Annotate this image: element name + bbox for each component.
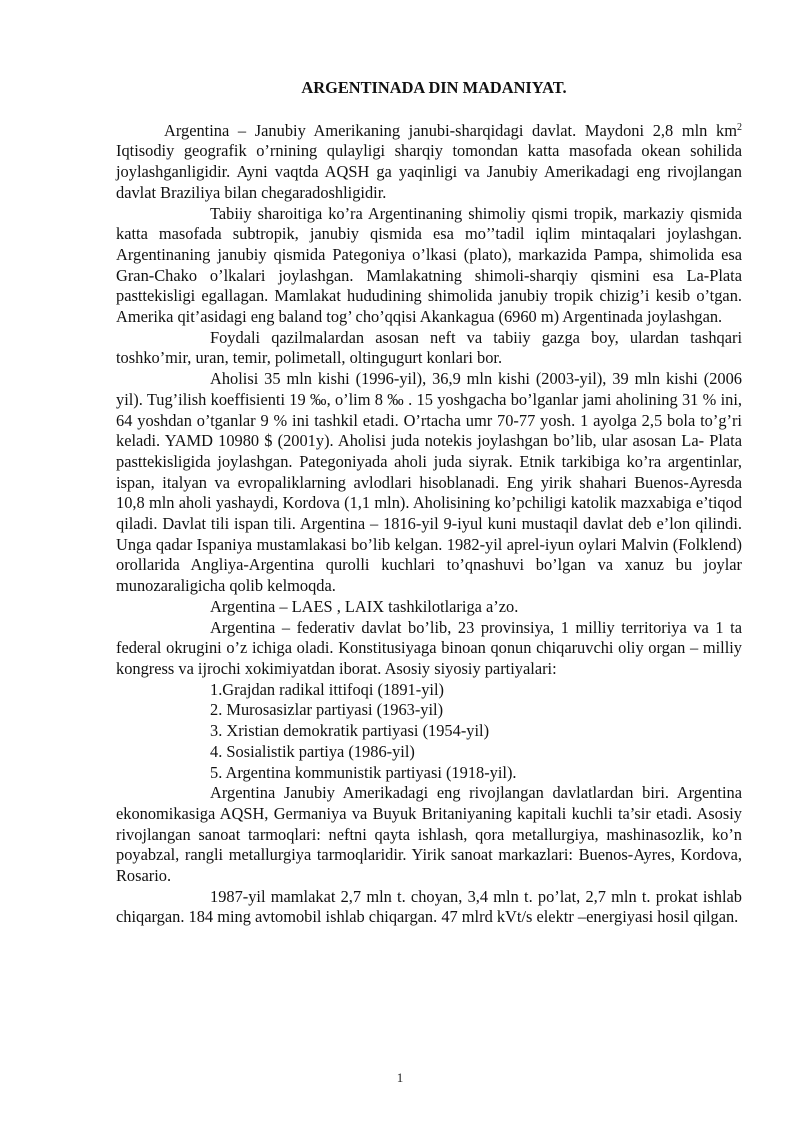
document-page xyxy=(116,78,742,928)
document-title: ARGENTINADA DIN MADANIYAT. xyxy=(301,78,567,97)
intro-text-cont: Iqtisodiy geografik o’rnining qulayligi sharqiy tomondan katta masofada okean sohilida joylashganligidir. Ayni vaqtda AQSH ga yaqinligi va Janubiy Amerikadagi eng rivojlangan davlat Braziliya bilan chegaradoshligidir. xyxy=(116,141,742,202)
party-list-item: 4. Sosialistik partiya (1986-yil) xyxy=(210,741,415,761)
paragraph-minerals: Foydali qazilmalardan asosan neft va tabiiy gazga boy, ulardan tashqari toshko’mir, uran, temir, polimetall, oltingugurt konlari bor. xyxy=(116,327,742,368)
party-list-item: 3. Xristian demokratik partiyasi (1954-yil) xyxy=(210,721,490,741)
paragraph-nature: Tabiiy sharoitiga ko’ra Argentinaning shimoliy qismi tropik, markaziy qismida katta masofada subtropik, janubiy qismida esa mo’’tadil iqlim mintaqalari joylashgan. Argentinaning janubiy qismida Pategoniya o’lkasi (plato), markazida Pampa, shimolida esa Gran-Chako o’lkalari joylashgan. Mamlakatning shimoli-sharqiy qismini esa La-Plata pasttekisligi egallagan. Mamlakat hududining shimolida janubiy tropik chizig’i kesib o’tgan. Amerika qit’asidagi eng baland tog’ cho’qqisi Akankagua (6960 m) Argentinada joylashgan. xyxy=(116,203,742,327)
paragraph-population: Aholisi 35 mln kishi (1996-yil), 36,9 mln kishi (2003-yil), 39 mln kishi (2006 yil). Tug’ilish koeffisienti 19 ‰, o’lim 8 ‰ . 15 yoshgacha bo’lganlar jami aholining 31 % ini, 64 yoshdan o’tganlar 9 % ini tashkil etadi. O’rtacha umr 70-77 yosh. 1 ayolga 2,5 bola to’g’ri keladi. YAMD 10980 $ (2001y). Aholisi juda notekis joylashgan bo’lib, ular asosan La- Plata pasttekisligida joylashgan. Pategoniyada aholi juda siyrak. Etnik tarkibiga ko’ra argentinlar, ispan, italyan va evropaliklarning avlodlari hisoblanadi. Eng yirik shahari Buenos-Ayresda 10,8 mln aholi yashaydi, Kordova (1,1 mln). Aholisining ko’pchiligi katolik mazxabiga e’tiqod qiladi. Davlat tili ispan tili. Argentina – 1816-yil 9-iyul kuni mustaqil davlat deb e’lon qilindi. Unga qadar Ispaniya mustamlakasi bo’lib kelgan. 1982-yil aprel-iyun oylari Malvin (Folklend) orollarida Angliya-Argentina qurolli kuchlari to’qnashuvi bo’lgan va xanuz bu joylar munozaraligicha qolib kelmoqda. xyxy=(116,369,742,596)
paragraph-economy: Argentina Janubiy Amerikadagi eng rivojlangan davlatlardan biri. Argentina ekonomikasiga AQSH, Germaniya va Buyuk Britaniyaning kapitali kuchli ta’sir etadi. Asosiy rivojlangan sanoat tarmoqlari: neftni qayta ishlash, qora metallurgiya, mashinasozlik, ko’n poyabzal, rangli metallurgiya tarmoqlaridir. Yirik sanoat markazlari: Buenos-Ayres, Kordova, Rosario. xyxy=(116,783,742,886)
paragraph-intro xyxy=(116,121,742,204)
party-list-item: 1.Grajdan radikal ittifoqi (1891-yil) xyxy=(210,679,444,699)
party-list-item: 5. Argentina kommunistik partiyasi (1918-yil). xyxy=(210,762,517,782)
paragraph-production: 1987-yil mamlakat 2,7 mln t. choyan, 3,4 mln t. po’lat, 2,7 mln t. prokat ishlab chiqargan. 184 ming avtomobil ishlab chiqargan. 47 mlrd kVt/s elektr –energiyasi hosil qilgan. xyxy=(116,886,742,927)
party-list-item: 2. Murosasizlar partiyasi (1963-yil) xyxy=(210,700,444,720)
page-number: 1 xyxy=(396,1070,404,1085)
paragraph-government: Argentina – federativ davlat bo’lib, 23 provinsiya, 1 milliy territoriya va 1 ta federal okrugini o’z ichiga oladi. Konstitusiyaga binoan qonun chiqaruvchi oliy organ – milliy kongress va ijrochi xokimiyatdan iborat. Asosiy siyosiy partiyalari: xyxy=(116,617,742,678)
superscript-2: 2 xyxy=(737,121,742,133)
intro-text: Argentina – Janubiy Amerikaning janubi-sharqidagi davlat. Maydoni 2,8 mln km xyxy=(164,120,737,140)
paragraph-organizations: Argentina – LAES , LAIX tashkilotlariga a’zo. xyxy=(210,596,519,616)
